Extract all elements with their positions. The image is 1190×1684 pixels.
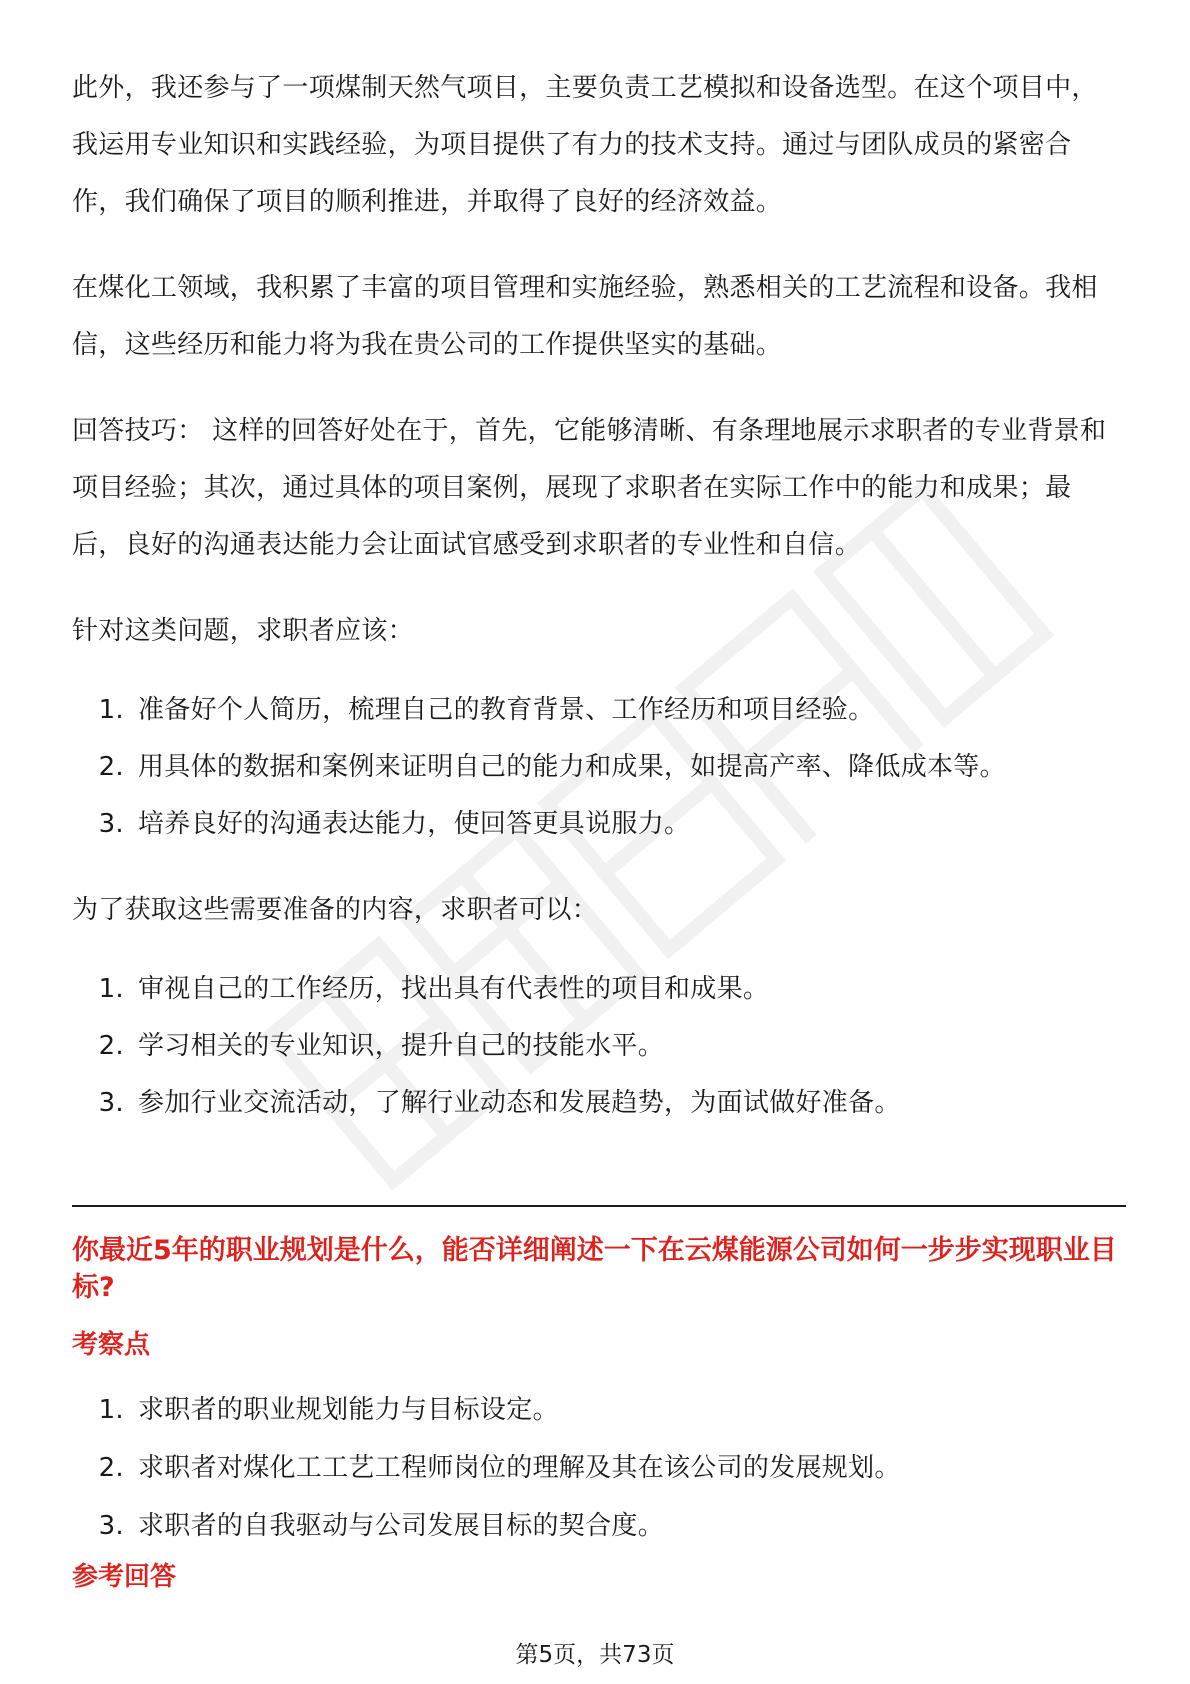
points-list	[72, 1381, 1122, 1555]
list-item: 1. 审视自己的工作经历，找出具有代表性的项目和成果。	[98, 974, 770, 1004]
section-heading-cankao: 参考回答	[72, 1562, 177, 1592]
page-number: 第5页，共73页	[515, 1642, 675, 1668]
paragraph-field-experience: 在煤化工领域，我积累了丰富的项目管理和实施经验，熟悉相关的工艺流程和设备。我相信，这些经历和能力将为我在贵公司的工作提供坚实的基础。	[72, 273, 1098, 360]
section-heading-kaocha: 考察点	[72, 1330, 151, 1360]
list-item: 3. 参加行业交流活动，了解行业动态和发展趋势，为面试做好准备。	[98, 1088, 901, 1118]
list-item: 1. 准备好个人简历，梳理自己的教育背景、工作经历和项目经验。	[98, 695, 875, 725]
paragraph-answer-tips: 回答技巧： 这样的回答好处在于，首先，它能够清晰、有条理地展示求职者的专业背景和项目经验；其次，通过具体的项目案例，展现了求职者在实际工作中的能力和成果；最后，良好的沟通表达能力会让面试官感受到求职者的专业性和自信。	[72, 416, 1107, 560]
section-divider	[72, 1205, 1126, 1207]
paragraph-should-intro: 针对这类问题，求职者应该：	[72, 616, 414, 646]
paragraph-project-experience: 此外，我还参与了一项煤制天然气项目，主要负责工艺模拟和设备选型。在这个项目中，我运用专业知识和实践经验，为项目提供了有力的技术支持。通过与团队成员的紧密合作，我们确保了项目的顺利推进，并取得了良好的经济效益。	[72, 73, 1098, 217]
list-item: 1. 求职者的职业规划能力与目标设定。	[98, 1395, 559, 1425]
list-item: 2. 求职者对煤化工工艺工程师岗位的理解及其在该公司的发展规划。	[98, 1453, 901, 1483]
list-item: 3. 求职者的自我驱动与公司发展目标的契合度。	[98, 1511, 665, 1541]
paragraph-can-intro: 为了获取这些需要准备的内容，求职者可以：	[72, 895, 599, 925]
list-item: 3. 培养良好的沟通表达能力，使回答更具说服力。	[98, 809, 691, 839]
list-item: 2. 学习相关的专业知识，提升自己的技能水平。	[98, 1031, 665, 1061]
can-list	[72, 961, 1122, 1132]
list-item: 2. 用具体的数据和案例来证明自己的能力和成果，如提高产率、降低成本等。	[98, 752, 1006, 782]
should-list	[72, 682, 1122, 853]
question-heading: 你最近5年的职业规划是什么，能否详细阐述一下在云煤能源公司如何一步步实现职业目标?	[72, 1235, 1117, 1303]
main-content	[72, 60, 1122, 1132]
